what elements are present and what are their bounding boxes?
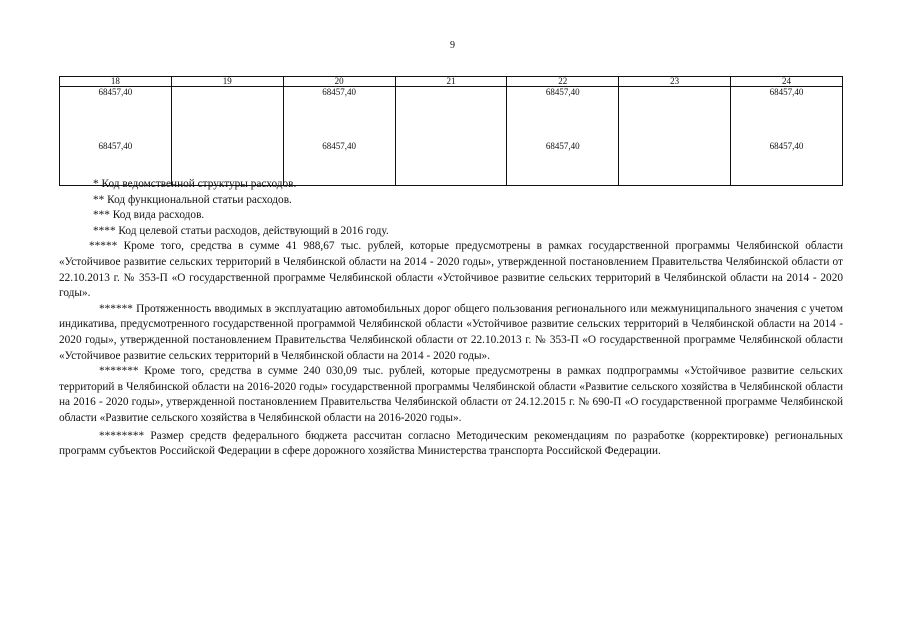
table-cell xyxy=(395,87,507,186)
column-header: 24 xyxy=(731,77,843,87)
cell-value: 68457,40 xyxy=(322,87,356,97)
column-header: 20 xyxy=(283,77,395,87)
footnote-1: * Код ведомственной структуры расходов. xyxy=(93,178,297,190)
table-row xyxy=(60,87,843,186)
table-cell xyxy=(60,87,172,186)
column-header: 19 xyxy=(171,77,283,87)
budget-table xyxy=(59,76,843,186)
cell-value: 68457,40 xyxy=(545,87,580,97)
cell-value: 68457,40 xyxy=(322,141,356,151)
footnote-6: ****** Протяженность вводимых в эксплуатацию автомобильных дорог общего пользования регионального или межмуниципального значения с учетом индикатива, предусмотренного государственной программой Челябинской области «Устойчивое развитие сельских территорий в Челябинской области на 2014 - 2020 годы», утвержденной постановлением Правительства Челябинской области от 22.10.2013 г. № 353-П «О государственной программе Челябинской области «Устойчивое развитие сельских территорий в Челябинской области на 2014 - 2020 годы». xyxy=(59,302,843,362)
footnote-2: ** Код функциональной статьи расходов. xyxy=(93,193,292,206)
table-header-row xyxy=(60,77,843,87)
footnotes xyxy=(59,177,843,460)
table-cell xyxy=(283,87,395,186)
column-header: 18 xyxy=(60,77,172,87)
cell-value: 68457,40 xyxy=(98,87,133,97)
footnote-3: *** Код вида расходов. xyxy=(93,209,205,222)
table-cell xyxy=(619,87,731,186)
footnote-7: ******* Кроме того, средства в сумме 240 030,09 тыс. рублей, которые предусмотрены в рамках подпрограммы «Устойчивое развитие сельских территорий в Челябинской области на 2016-2020 годы» государственной программы Челябинской области «Развитие сельского хозяйства в Челябинской области на 2016 - 2020 годы», утвержденной постановлением Правительства Челябинской области от 24.12.2015 г. № 690-П «О государственной программе Челябинской области «Развитие сельского хозяйства в Челябинской области на 2016-2020 годы». xyxy=(59,365,843,424)
column-header: 22 xyxy=(507,77,619,87)
column-header: 23 xyxy=(619,77,731,87)
cell-value: 68457,40 xyxy=(98,141,133,151)
table-cell xyxy=(507,87,619,186)
footnote-8: ******** Размер средств федерального бюджета рассчитан согласно Методическим рекомендациям по разработке (корректировке) региональных программ субъектов Российской Федерации в сфере дорожного хозяйства Министерства транспорта Российской Федерации. xyxy=(59,429,843,458)
cell-value: 68457,40 xyxy=(769,87,804,97)
page-number: 9 xyxy=(450,40,455,51)
footnote-4: **** Код целевой статьи расходов, действующий в 2016 году. xyxy=(93,224,389,237)
table-cell xyxy=(171,87,283,186)
cell-value: 68457,40 xyxy=(545,141,580,151)
table-cell xyxy=(731,87,843,186)
column-header: 21 xyxy=(395,77,507,87)
cell-value: 68457,40 xyxy=(769,141,804,151)
footnote-5: ***** Кроме того, средства в сумме 41 988,67 тыс. рублей, которые предусмотрены в рамках государственной программы Челябинской области «Устойчивое развитие сельских территорий в Челябинской области на 2014 - 2020 годы», утвержденной постановлением Правительства Челябинской области от 22.10.2013 г. № 353-П «О государственной программе Челябинской области «Устойчивое развитие сельских территорий в Челябинской области на 2014 - 2020 годы». xyxy=(59,240,843,300)
